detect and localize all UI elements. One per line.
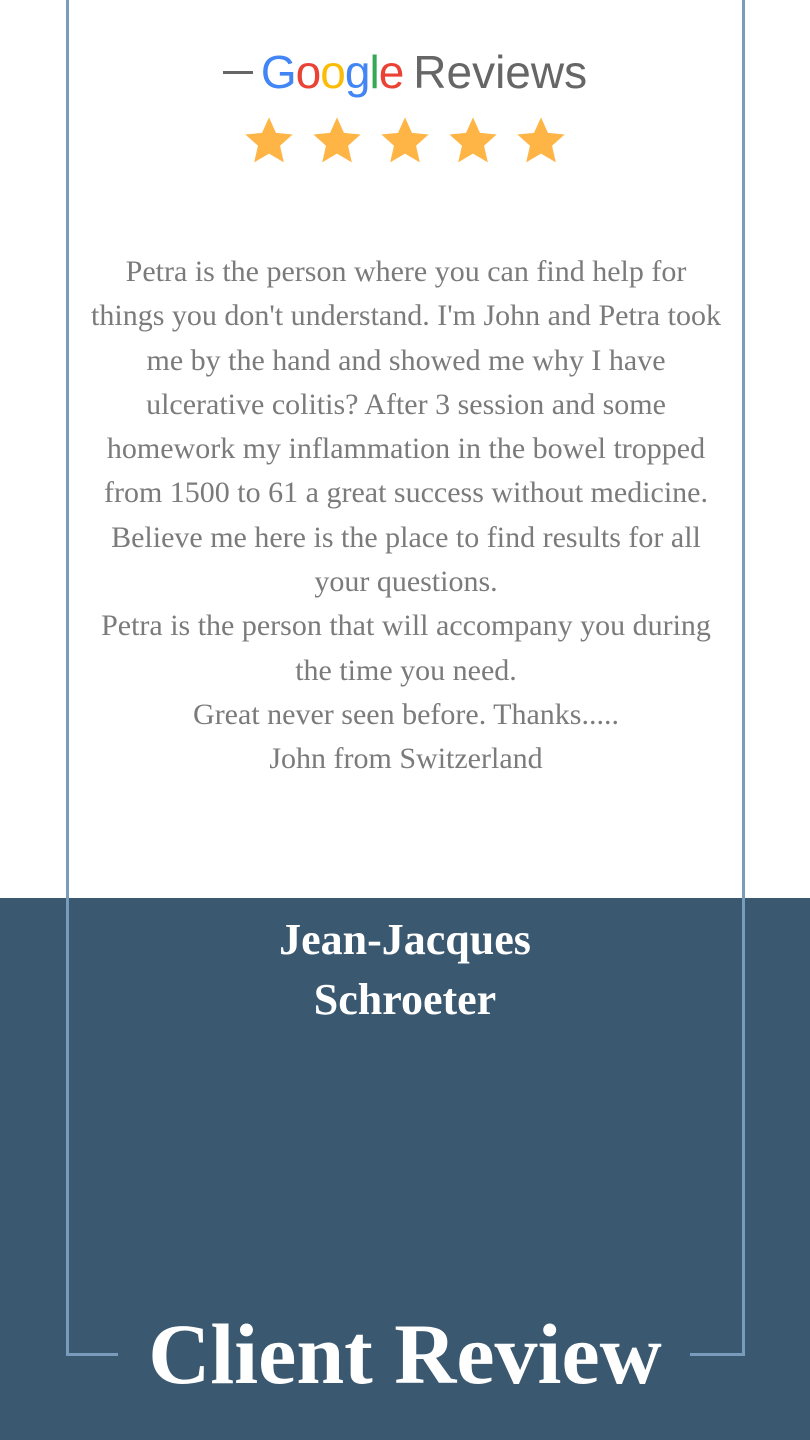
star-icon [310,114,364,168]
star-icon [446,114,500,168]
logo-letter-o1: o [295,46,321,98]
frame-right-line [742,0,745,1356]
reviewer-last-name: Schroeter [313,975,497,1024]
star-icon [378,114,432,168]
logo-letter-e: e [378,46,404,98]
review-text: Petra is the person where you can find help for things you don't understand. I'm John and Petra took me by the hand and showed me why I have ulcerative colitis? After 3 session and some homework my inflammation in the bowel tropped from 1500 to 61 a great success without medicine. Believe me here is the place to find results for all your questions. Petra is the person that will accompany you during the time you need. Great never seen before. Thanks..... John from Switzerland [91,255,721,776]
star-icon [242,114,296,168]
logo-dash [223,71,253,74]
star-rating [0,114,810,168]
star-icon [514,114,568,168]
logo-reviews-text: Reviews [413,46,588,98]
logo-letter-o2: o [320,46,345,98]
reviewer-first-name: Jean-Jacques [279,915,531,964]
logo-letter-l: l [369,46,379,98]
frame-left-line [66,0,69,1356]
logo-letter-g: G [260,46,296,98]
google-wordmark [261,46,403,98]
client-review-title: Client Review [148,1306,662,1402]
google-reviews-logo [0,40,810,104]
logo-letter-g2: g [344,46,370,98]
